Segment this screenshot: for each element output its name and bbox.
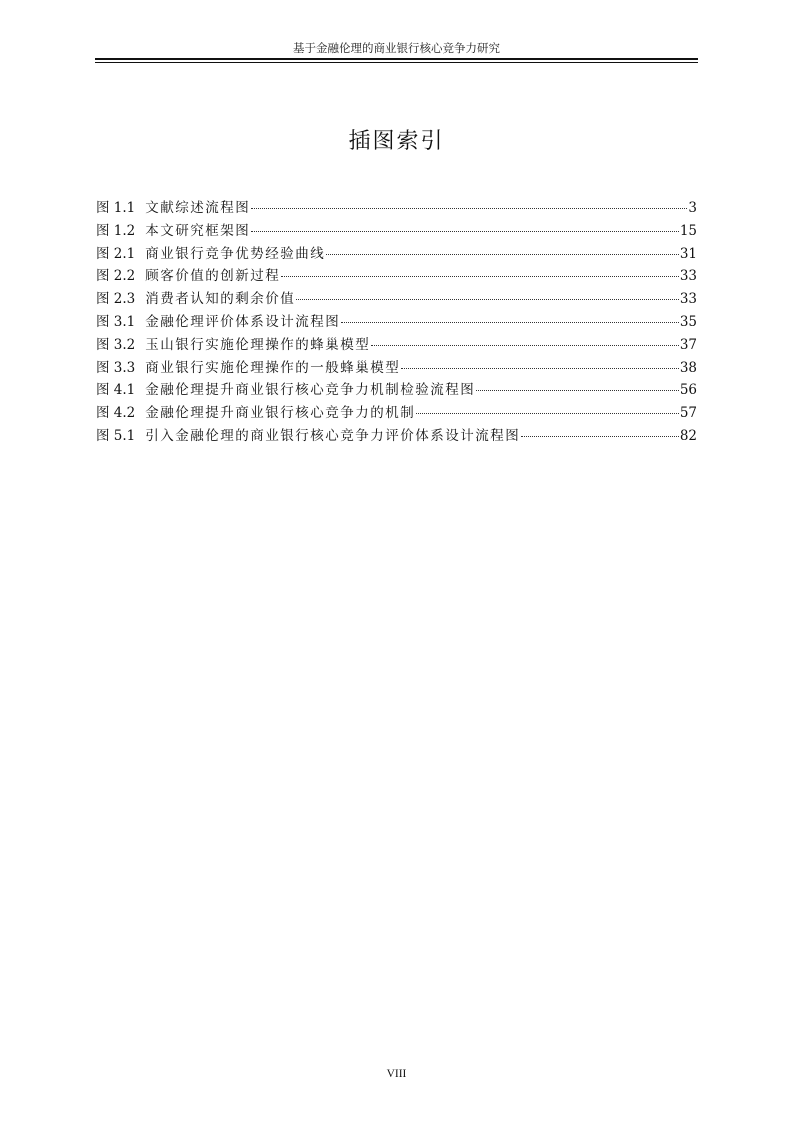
toc-entry-number: 图 2.1 xyxy=(96,245,136,262)
toc-entry-page: 56 xyxy=(679,382,697,399)
toc-leader-dots xyxy=(281,275,679,277)
toc-entry[interactable] xyxy=(96,264,697,287)
toc-entry-title: 顾客价值的创新过程 xyxy=(145,268,281,285)
toc-entry[interactable] xyxy=(96,356,697,379)
toc-entry[interactable] xyxy=(96,219,697,242)
header-rule-thick xyxy=(95,58,698,60)
toc-entry-page: 3 xyxy=(688,200,697,216)
toc-entry-number: 图 3.2 xyxy=(96,336,136,353)
toc-leader-dots xyxy=(476,389,679,391)
toc-leader-dots xyxy=(296,298,679,300)
toc-entry-title: 文献综述流程图 xyxy=(145,200,251,216)
toc-leader-dots xyxy=(251,230,679,232)
toc-entry[interactable] xyxy=(96,196,697,219)
toc-entry[interactable] xyxy=(96,401,697,424)
toc-leader-dots xyxy=(251,207,687,209)
toc-entry-title: 金融伦理提升商业银行核心竞争力机制检验流程图 xyxy=(145,382,476,399)
toc-entry-title: 商业银行实施伦理操作的一般蜂巢模型 xyxy=(145,359,401,376)
toc-entry-number: 图 2.2 xyxy=(96,268,136,285)
toc-entry[interactable] xyxy=(96,424,697,447)
toc-leader-dots xyxy=(326,253,679,255)
toc-entry[interactable] xyxy=(96,287,697,310)
toc-entry-page: 31 xyxy=(679,245,697,262)
toc-leader-dots xyxy=(416,412,679,414)
toc-entry-title: 玉山银行实施伦理操作的蜂巢模型 xyxy=(145,336,371,353)
toc-entry[interactable] xyxy=(96,242,697,265)
toc-entry-page: 82 xyxy=(679,427,697,444)
toc-entry[interactable] xyxy=(96,333,697,356)
toc-entry-title: 本文研究框架图 xyxy=(145,222,251,239)
toc-leader-dots xyxy=(401,367,679,369)
toc-entry[interactable] xyxy=(96,378,697,401)
toc-entry-number: 图 4.2 xyxy=(96,405,136,422)
toc-entry-number: 图 3.3 xyxy=(96,359,136,376)
toc-entry-number: 图 5.1 xyxy=(96,427,136,444)
running-header: 基于金融伦理的商业银行核心竞争力研究 xyxy=(293,41,500,55)
toc-entry-page: 37 xyxy=(679,336,697,353)
toc-entry-page: 33 xyxy=(679,268,697,285)
toc-leader-dots xyxy=(341,321,679,323)
toc-entry-page: 57 xyxy=(679,405,697,422)
toc-entry-number: 图 4.1 xyxy=(96,382,136,399)
toc-entry-title: 金融伦理评价体系设计流程图 xyxy=(145,313,341,330)
header-rule-thin xyxy=(95,62,698,63)
figure-index-list xyxy=(96,196,697,447)
toc-entry[interactable] xyxy=(96,310,697,333)
page-title: 插图索引 xyxy=(348,129,445,154)
toc-leader-dots xyxy=(371,344,679,346)
toc-entry-page: 15 xyxy=(679,222,697,239)
toc-entry-page: 38 xyxy=(679,359,697,376)
toc-leader-dots xyxy=(521,435,679,437)
toc-entry-title: 消费者认知的剩余价值 xyxy=(145,291,296,308)
page-number: VIII xyxy=(386,1068,407,1080)
toc-entry-number: 图 1.2 xyxy=(96,222,136,239)
toc-entry-title: 引入金融伦理的商业银行核心竞争力评价体系设计流程图 xyxy=(145,427,521,444)
toc-entry-page: 35 xyxy=(679,313,697,330)
toc-entry-number: 图 3.1 xyxy=(96,313,136,330)
toc-entry-number: 图 1.1 xyxy=(96,200,136,216)
toc-entry-number: 图 2.3 xyxy=(96,291,136,308)
toc-entry-title: 商业银行竞争优势经验曲线 xyxy=(145,245,326,262)
toc-entry-page: 33 xyxy=(679,291,697,308)
toc-entry-title: 金融伦理提升商业银行核心竞争力的机制 xyxy=(145,405,416,422)
